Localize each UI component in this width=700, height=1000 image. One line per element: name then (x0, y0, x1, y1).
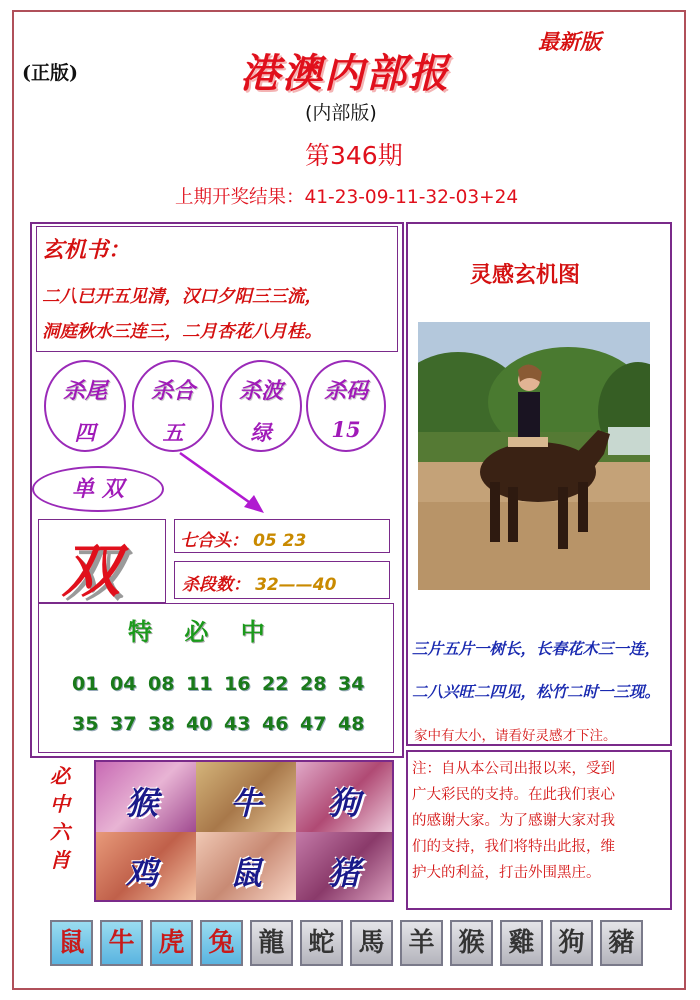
seven-head-row (180, 526, 306, 551)
company-note (412, 756, 615, 886)
pick-label: 杀码 (323, 378, 368, 404)
edition-label: (正版) (22, 62, 78, 84)
company-note-line: 护大的利益，打击外围黑庄。 (412, 865, 601, 881)
seven-head-value: 05 23 (253, 531, 307, 551)
subtitle: (内部版) (305, 102, 377, 124)
special-number: 34 (338, 673, 365, 695)
zodiac-tile: 虎 (150, 920, 193, 966)
special-number: 37 (110, 713, 137, 735)
company-note-line: 广大彩民的支持。在此我们衷心 (412, 787, 615, 803)
company-note-line: 注：自从本公司出报以来，受到 (412, 761, 615, 777)
pick-oval-code (306, 360, 386, 452)
kill-section-value: 32——40 (255, 575, 337, 595)
special-number: 08 (148, 673, 175, 695)
special-number: 46 (262, 713, 289, 735)
inspiration-poem-line-1: 三片五片一树长，长春花木三一连， (412, 639, 661, 658)
must-hit-char: 六 (50, 820, 70, 844)
special-number: 43 (224, 713, 251, 735)
special-number: 35 (72, 713, 99, 735)
zodiac-tile: 雞 (500, 920, 543, 966)
zodiac-tile: 羊 (400, 920, 443, 966)
zodiac-tile: 蛇 (300, 920, 343, 966)
special-number: 04 (110, 673, 137, 695)
zodiac-pick: 牛 (230, 784, 263, 822)
inspiration-title: 灵感玄机图 (470, 262, 581, 288)
horse-rider-photo (418, 322, 650, 590)
special-number: 40 (186, 713, 213, 735)
pick-value: 四 (74, 420, 96, 445)
pick-oval-tail (44, 360, 126, 452)
zodiac-tile: 龍 (250, 920, 293, 966)
special-number: 16 (224, 673, 251, 695)
special-title: 特 必 中 (128, 617, 265, 646)
big-pick-char: 双 (62, 537, 121, 605)
company-note-line: 的感谢大家。为了感谢大家对我 (412, 813, 615, 829)
zodiac-tile: 狗 (550, 920, 593, 966)
mystery-book-line-2: 洞庭秋水三连三，二月杏花八月桂。 (42, 322, 322, 342)
mystery-book-title: 玄机书： (42, 237, 131, 263)
special-number: 22 (262, 673, 289, 695)
zodiac-pick: 鸡 (126, 854, 159, 892)
kill-section-label: 杀段数： (182, 575, 250, 595)
newspaper-title: 港澳内部报 (240, 50, 450, 97)
pick-oval-sum (132, 360, 214, 452)
zodiac-tile: 馬 (350, 920, 393, 966)
zodiac-pick: 狗 (328, 784, 361, 822)
pick-label: 杀合 (150, 378, 195, 404)
mystery-book-line-1: 二八已开五见清，汉口夕阳三三流， (42, 287, 322, 307)
inspiration-notice: 家中有大小，请看好灵感才下注。 (414, 728, 617, 744)
special-number: 38 (148, 713, 175, 735)
zodiac-pick: 鼠 (230, 854, 263, 892)
zodiac-tile: 兔 (200, 920, 243, 966)
must-hit-char: 中 (50, 792, 70, 816)
pick-label: 杀尾 (62, 378, 107, 404)
special-number: 11 (186, 673, 213, 695)
special-number: 28 (300, 673, 327, 695)
pick-value: 15 (331, 417, 361, 442)
special-number: 47 (300, 713, 327, 735)
zodiac-tile: 牛 (100, 920, 143, 966)
zodiac-pick: 猴 (126, 784, 159, 822)
seven-head-label: 七合头： (180, 531, 248, 551)
arrow-icon (170, 445, 280, 525)
zodiac-pick: 猪 (328, 854, 361, 892)
last-draw-result: 上期开奖结果：41-23-09-11-32-03+24 (175, 187, 519, 208)
latest-edition-label: 最新版 (538, 29, 601, 54)
zodiac-tile: 豬 (600, 920, 643, 966)
issue-number: 第346期 (305, 141, 403, 170)
must-hit-char: 肖 (50, 848, 70, 872)
special-number: 48 (338, 713, 365, 735)
zodiac-tile: 鼠 (50, 920, 93, 966)
special-number: 01 (72, 673, 99, 695)
pick-value: 五 (162, 420, 184, 445)
inspiration-poem-line-2: 二八兴旺二四见，松竹二时一三现。 (412, 682, 661, 701)
must-hit-char: 必 (50, 764, 70, 788)
pick-oval-wave (220, 360, 302, 452)
zodiac-collage (94, 760, 394, 902)
company-note-line: 们的支持，我们将特出此报，维 (412, 839, 615, 855)
kill-section-row (182, 570, 336, 595)
pick-label: 杀波 (238, 378, 283, 404)
must-hit-label (50, 762, 76, 874)
single-double-oval: 单 双 (32, 466, 164, 512)
zodiac-tile: 猴 (450, 920, 493, 966)
pick-value: 绿 (250, 420, 272, 445)
